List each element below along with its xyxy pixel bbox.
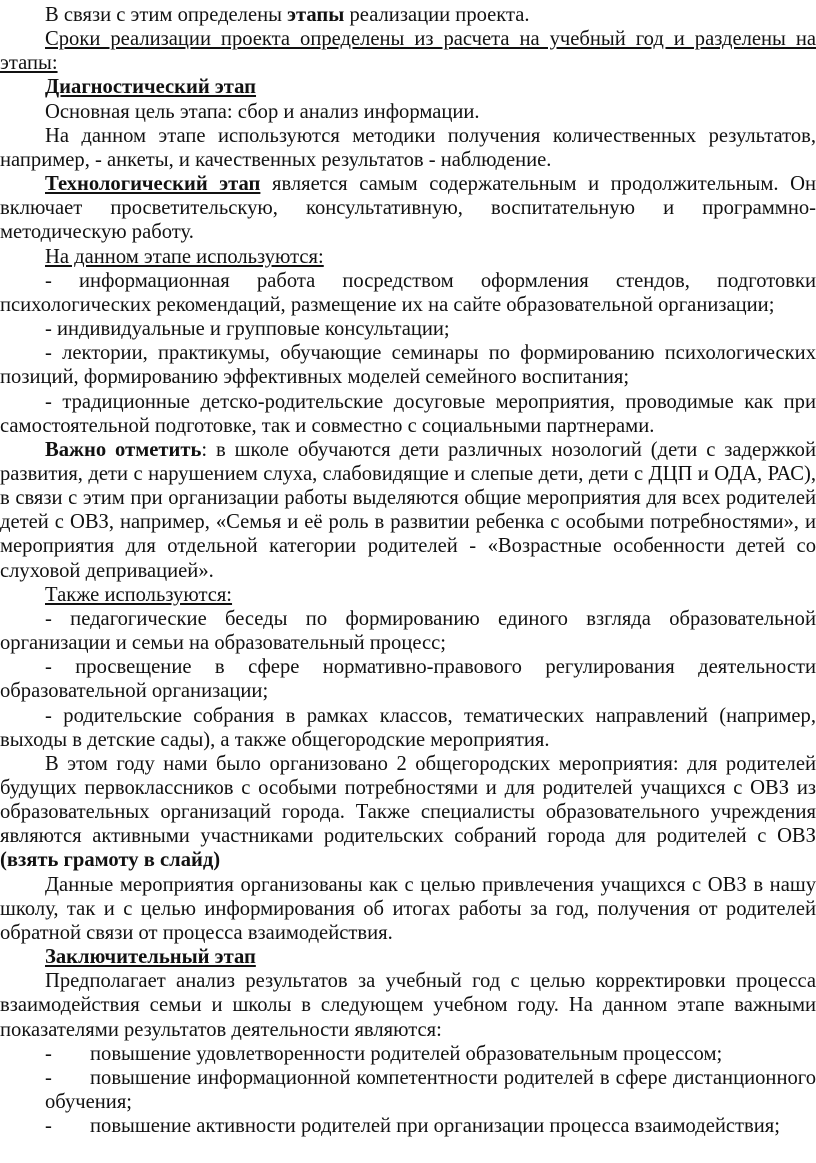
paragraph-events-purpose: Данные мероприятия организованы как с целью привлечения учащихся с ОВЗ в нашу школу, так и с целью информирования об итогах работы за год, получения от родителей обратной связи от процесса взаимодействия. (0, 873, 816, 944)
events-note-bold: (взять грамоту в слайд) (0, 849, 221, 872)
list-item: - родительские собрания в рамках классов, тематических направлений (например, выходы в детские сады), а также общегородские мероприятия. (0, 704, 816, 751)
list-item: - информационная работа посредством оформления стендов, подготовки психологических рекомендаций, размещение их на сайте образовательной организации; (0, 269, 816, 316)
events-this-year-text: В этом году нами было организовано 2 общегородских мероприятия: для родителей будущих первоклассников с особыми потребностями и для родителей учащихся с ОВЗ из образовательных организаций города. Также специалисты образовательного учреждения являются активными участниками родительских собраний города для родителей с ОВЗ (0, 752, 816, 848)
paragraph-also-used (0, 583, 816, 607)
paragraph-timeline (0, 27, 816, 75)
final-stage-title: Заключительный этап (45, 946, 256, 969)
paragraph-diagnostic-methods: На данном этапе используются методики получения количественных результатов, например, - анкеты, и качественных результатов - наблюдение. (0, 124, 816, 171)
heading-final-stage (0, 945, 816, 969)
list-item: - индивидуальные и групповые консультации; (45, 318, 450, 341)
paragraph-final-stage: Предполагает анализ результатов за учебный год с целью корректировки процесса взаимодействия семьи и школы в следующем учебном году. На данном этапе важными показателями результатов деятельности являются: (0, 970, 816, 1041)
list-dash: - (45, 1042, 52, 1065)
technological-stage-title: Технологический этап (45, 173, 261, 196)
heading-diagnostic-stage (0, 75, 816, 99)
list-dash: - (45, 1066, 52, 1089)
list-item: - педагогические беседы по формированию единого взгляда образовательной организации и семьи на образовательный процесс; (0, 607, 816, 655)
list-item (0, 1114, 816, 1138)
intro-text-end: реализации проекта. (344, 4, 530, 26)
intro-text: В связи с этим определены (45, 4, 288, 26)
paragraph-diagnostic-goal: Основная цель этапа: сбор и анализ информации. (45, 100, 480, 123)
timeline-text: Сроки реализации проекта определены из расчета на учебный год и разделены на этапы: (0, 28, 816, 75)
paragraph-intro (0, 3, 816, 27)
paragraph-events-this-year (0, 752, 816, 873)
important-note-text: : в школе обучаются дети различных нозологий (дети с задержкой развития, дети с нарушением слуха, слабовидящие и слепые дети, дети с ДЦП и ОДА, РАС), в связи с этим при организации работы выделяются общие мероприятия для всех родителей детей с ОВЗ, например, «Семья и её роль в развитии ребенка с особыми потребностями», и мероприятия для отдельной категории родителей - «Возрастные особенности детей со слуховой депривацией». (0, 438, 816, 582)
also-used-text: Также используются: (45, 583, 233, 606)
list-item-text: повышение активности родителей при организации процесса взаимодействия; (90, 1115, 780, 1138)
paragraph-used-at-stage (0, 245, 816, 269)
list-item-text: повышение информационной компетентности родителей в сфере дистанционного обучения; (45, 1066, 816, 1114)
used-at-stage-text: На данном этапе используются: (45, 245, 324, 268)
list-item (0, 1042, 816, 1066)
intro-bold-stages: этапы (287, 4, 345, 26)
list-item: - лектории, практикумы, обучающие семинары по формированию психологических позиций, формированию эффективных моделей семейного воспитания; (0, 342, 816, 389)
list-item: - традиционные детско-родительские досуговые мероприятия, проводимые как при самостоятельной подготовке, так и совместно с социальными партнерами. (0, 390, 816, 437)
diagnostic-stage-title: Диагностический этап (45, 76, 257, 99)
paragraph-technological-stage (0, 172, 816, 244)
list-item-text: повышение удовлетворенности родителей образовательным процессом; (90, 1042, 723, 1065)
technological-stage-text: является самым содержательным и продолжительным. Он включает просветительскую, консультативную, воспитательную и программно-методическую работу. (0, 173, 816, 244)
important-note-label: Важно отметить (45, 438, 202, 461)
paragraph-important-note (0, 438, 816, 583)
list-dash: - (45, 1115, 52, 1138)
list-item (0, 1066, 816, 1114)
list-item: - просвещение в сфере нормативно-правового регулирования деятельности образовательной организации; (0, 656, 816, 703)
